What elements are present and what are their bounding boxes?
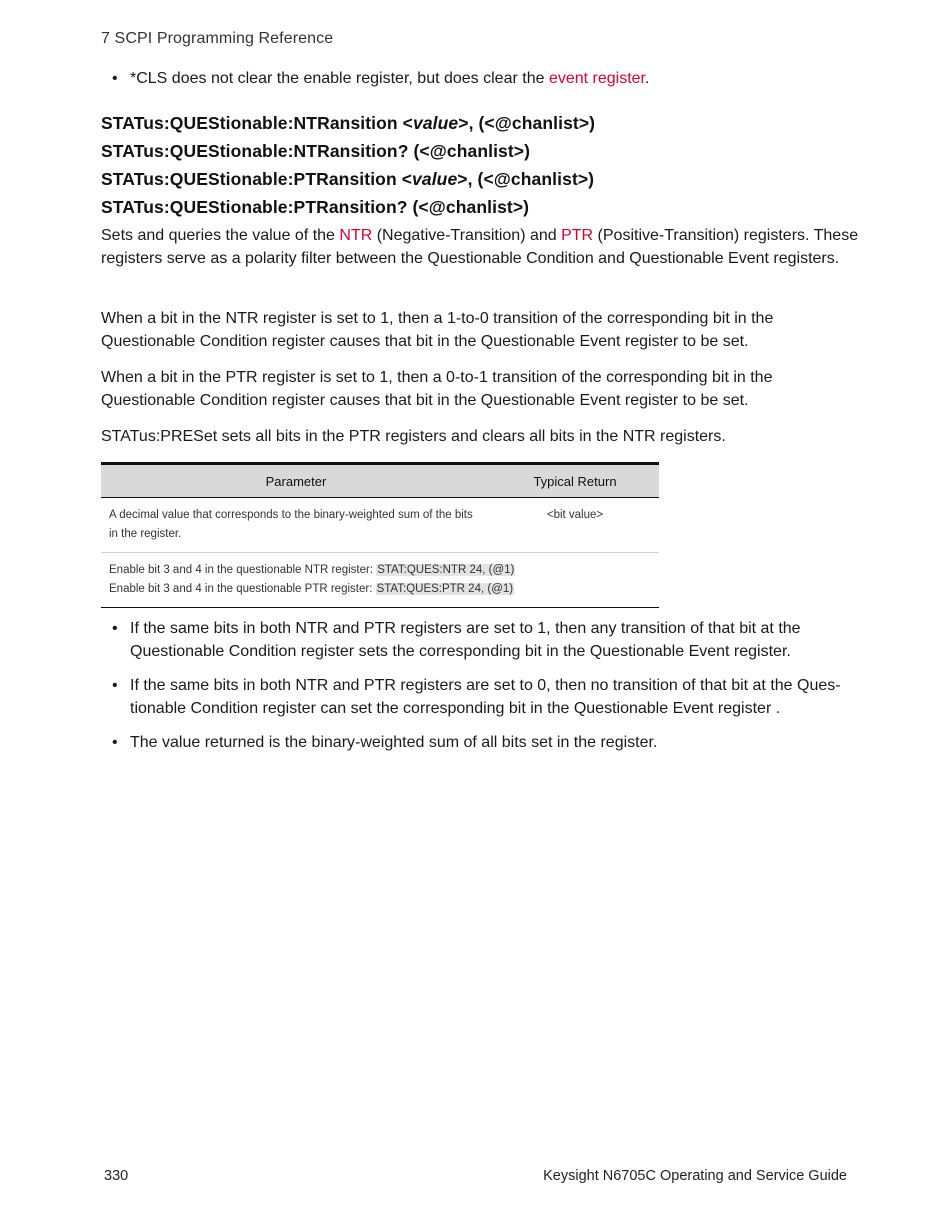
- command-ntr-query: [101, 137, 861, 165]
- example-label: Enable bit 3 and 4 in the questionable NTR register:: [109, 564, 377, 576]
- cmd-prefix: STATus:QUEStionable:NTRansition? (<@chanlist>): [101, 141, 531, 161]
- cmd-prefix: STATus:QUEStionable:NTRansition <: [101, 113, 413, 133]
- ntr-paragraph: When a bit in the NTR register is set to 1, then a 1-to-0 transition of the corresponding bit in the Questionable Condition register causes that bit in the Questionable Event register to be set.: [101, 310, 774, 350]
- remarks-list: [112, 617, 864, 765]
- typical-return-header: Typical Return: [533, 473, 617, 489]
- cmd-prefix: STATus:QUEStionable:PTRansition <: [101, 169, 413, 189]
- table-header-row: [101, 464, 659, 498]
- parameter-cell: A decimal value that corresponds to the binary-weighted sum of the bits in the register.: [101, 498, 491, 553]
- list-item: [112, 674, 864, 720]
- bullet-dot: •: [112, 70, 118, 87]
- cmd-param: value: [413, 113, 459, 133]
- list-item-text: The value returned is the binary-weighted sum of all bits set in the register.: [130, 734, 658, 751]
- description-paragraph: [101, 224, 861, 270]
- list-item: [112, 731, 864, 754]
- command-ptr-query: [101, 193, 861, 221]
- example-row: [101, 553, 659, 608]
- ptr-paragraph: When a bit in the PTR register is set to 1, then a 0-to-1 transition of the corresponding bit in the Questionable Condition register causes that bit in the Questionable Event register to be set.: [101, 369, 773, 409]
- cmd-suffix: >, (<@chanlist>): [458, 113, 596, 133]
- example-code: STAT:QUES:NTR 24, (@1): [377, 564, 515, 576]
- example-ptr: [109, 580, 651, 599]
- event-register-link[interactable]: event register: [548, 70, 645, 87]
- intro-text-after: .: [645, 70, 650, 87]
- page-number: 330: [104, 1168, 129, 1184]
- bullet-dot: •: [112, 677, 118, 694]
- intro-text-before: *CLS does not clear the enable register, but does clear the: [130, 70, 549, 87]
- typical-return-cell: <bit value>: [491, 498, 659, 553]
- intro-bullet-text: [112, 68, 872, 90]
- examples-cell: [101, 553, 659, 608]
- intro-bullet: [112, 68, 872, 90]
- preset-paragraph: STATus:PRESet sets all bits in the PTR registers and clears all bits in the NTR registers.: [101, 428, 726, 445]
- cmd-param: value: [412, 169, 458, 189]
- cmd-suffix: >, (<@chanlist>): [457, 169, 595, 189]
- cmd-prefix: STATus:QUEStionable:PTRansition? (<@chanlist>): [101, 197, 530, 217]
- guide-title: Keysight N6705C Operating and Service Guide: [543, 1168, 847, 1184]
- table-row: [101, 498, 659, 553]
- example-code: STAT:QUES:PTR 24, (@1): [376, 583, 514, 595]
- parameter-table: [101, 462, 659, 608]
- command-syntax-block: [101, 109, 861, 221]
- p1-text-b: (Negative-Transition) and: [372, 227, 562, 244]
- p1-text-a: Sets and queries the value of the: [101, 227, 340, 244]
- p1-text-c: (Positive-Transition) registers. These registers serve as a polarity filter between the Questionable Condition and Questionable Event registers.: [101, 227, 859, 267]
- ntr-link[interactable]: NTR: [339, 227, 373, 244]
- list-item: [112, 617, 864, 663]
- command-ptr-set: [101, 165, 861, 193]
- bullet-dot: •: [112, 620, 118, 637]
- parameter-header: Parameter: [265, 473, 327, 489]
- chapter-header: 7 SCPI Programming Reference: [101, 30, 334, 47]
- list-item-text: If the same bits in both NTR and PTR registers are set to 0, then no transition of that bit at the Ques-tionable Condition register can set the corresponding bit in the Questionable Event register .: [130, 677, 841, 717]
- command-ntr-set: [101, 109, 861, 137]
- example-label: Enable bit 3 and 4 in the questionable PTR register:: [109, 583, 376, 595]
- list-item-text: If the same bits in both NTR and PTR registers are set to 1, then any transition of that bit at the Questionable Condition register sets the corresponding bit in the Questionable Event register.: [130, 620, 801, 660]
- bullet-dot: •: [112, 734, 118, 751]
- example-ntr: [109, 561, 651, 580]
- ptr-link[interactable]: PTR: [561, 227, 594, 244]
